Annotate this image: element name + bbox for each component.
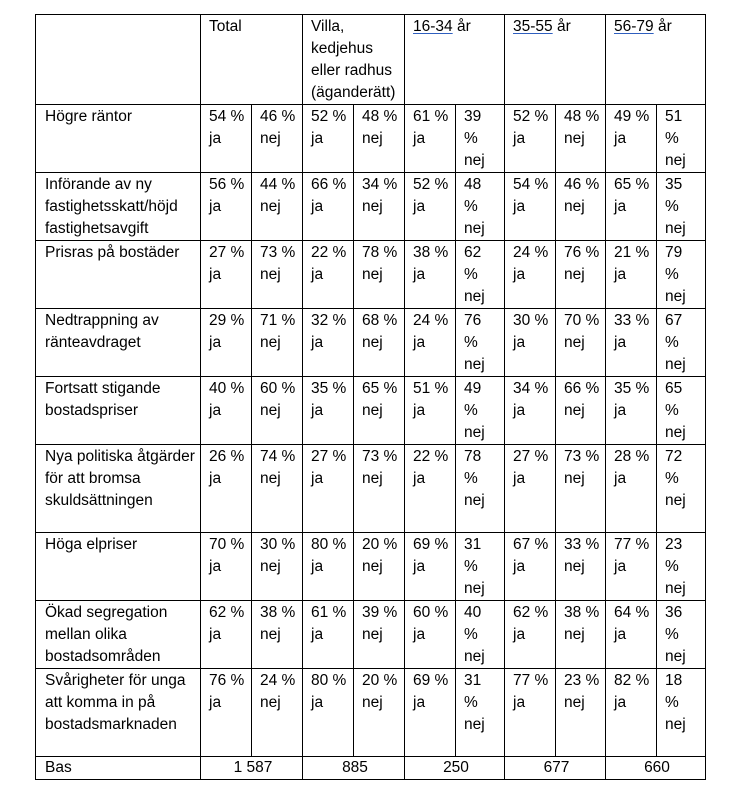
cell-no: 78 % nej <box>354 241 405 309</box>
cell-yes: 52 % ja <box>505 105 556 173</box>
header-row <box>36 15 706 105</box>
cell-no: 65 % nej <box>657 377 706 445</box>
cell-yes: 22 % ja <box>303 241 354 309</box>
cell-yes: 64 % ja <box>606 601 657 669</box>
cell-yes: 24 % ja <box>405 309 456 377</box>
cell-yes: 65 % ja <box>606 173 657 241</box>
cell-no: 34 % nej <box>354 173 405 241</box>
cell-yes: 28 % ja <box>606 445 657 533</box>
cell-no: 30 % nej <box>252 533 303 601</box>
cell-no: 23 % nej <box>657 533 706 601</box>
base-row <box>36 757 706 780</box>
cell-no: 35 % nej <box>657 173 706 241</box>
cell-yes: 24 % ja <box>505 241 556 309</box>
table-row <box>36 533 706 601</box>
cell-yes: 35 % ja <box>606 377 657 445</box>
cell-yes: 29 % ja <box>201 309 252 377</box>
cell-no: 72 % nej <box>657 445 706 533</box>
cell-yes: 51 % ja <box>405 377 456 445</box>
cell-yes: 70 % ja <box>201 533 252 601</box>
cell-no: 67 % nej <box>657 309 706 377</box>
cell-yes: 49 % ja <box>606 105 657 173</box>
cell-yes: 61 % ja <box>303 601 354 669</box>
group-header-age-56-79: 56-79 år <box>606 15 706 105</box>
cell-yes: 52 % ja <box>405 173 456 241</box>
cell-no: 46 % nej <box>252 105 303 173</box>
row-label: Nya politiska åtgärder för att bromsa skuldsättningen <box>36 445 201 533</box>
cell-no: 78 % nej <box>456 445 505 533</box>
base-value: 677 <box>505 757 606 780</box>
cell-no: 33 % nej <box>556 533 606 601</box>
group-header-total: Total <box>201 15 303 105</box>
table-row <box>36 601 706 669</box>
row-label: Ökad segregation mellan olika bostadsområden <box>36 601 201 669</box>
group-header-age-16-34: 16-34 år <box>405 15 505 105</box>
cell-yes: 32 % ja <box>303 309 354 377</box>
row-label: Nedtrappning av ränteavdraget <box>36 309 201 377</box>
cell-yes: 33 % ja <box>606 309 657 377</box>
cell-no: 51 % nej <box>657 105 706 173</box>
cell-yes: 40 % ja <box>201 377 252 445</box>
base-value: 660 <box>606 757 706 780</box>
cell-no: 73 % nej <box>252 241 303 309</box>
cell-no: 62 % nej <box>456 241 505 309</box>
cell-no: 48 % nej <box>354 105 405 173</box>
cell-no: 71 % nej <box>252 309 303 377</box>
corner-cell <box>36 15 201 105</box>
row-label: Högre räntor <box>36 105 201 173</box>
cell-yes: 77 % ja <box>505 669 556 757</box>
cell-no: 76 % nej <box>456 309 505 377</box>
age-link-56-79[interactable]: 56-79 <box>614 18 654 35</box>
cell-no: 65 % nej <box>354 377 405 445</box>
group-header-villa: Villa, kedjehus eller radhus (äganderätt) <box>303 15 405 105</box>
base-value: 1 587 <box>201 757 303 780</box>
cell-yes: 52 % ja <box>303 105 354 173</box>
cell-no: 38 % nej <box>556 601 606 669</box>
cell-no: 40 % nej <box>456 601 505 669</box>
cell-yes: 22 % ja <box>405 445 456 533</box>
group-header-age-35-55: 35-55 år <box>505 15 606 105</box>
cell-no: 76 % nej <box>556 241 606 309</box>
cell-yes: 35 % ja <box>303 377 354 445</box>
cell-no: 18 % nej <box>657 669 706 757</box>
cell-yes: 26 % ja <box>201 445 252 533</box>
cell-no: 44 % nej <box>252 173 303 241</box>
cell-yes: 54 % ja <box>505 173 556 241</box>
table-row <box>36 105 706 173</box>
cell-no: 31 % nej <box>456 533 505 601</box>
cell-no: 68 % nej <box>354 309 405 377</box>
age-link-35-55[interactable]: 35-55 <box>513 18 553 35</box>
cell-yes: 27 % ja <box>303 445 354 533</box>
row-label: Höga elpriser <box>36 533 201 601</box>
cell-yes: 76 % ja <box>201 669 252 757</box>
cell-yes: 21 % ja <box>606 241 657 309</box>
cell-no: 74 % nej <box>252 445 303 533</box>
cell-no: 39 % nej <box>354 601 405 669</box>
cell-yes: 61 % ja <box>405 105 456 173</box>
cell-no: 73 % nej <box>556 445 606 533</box>
row-label: Svårigheter för unga att komma in på bostadsmarknaden <box>36 669 201 757</box>
cell-no: 23 % nej <box>556 669 606 757</box>
cell-no: 31 % nej <box>456 669 505 757</box>
cell-yes: 30 % ja <box>505 309 556 377</box>
cell-no: 66 % nej <box>556 377 606 445</box>
cell-yes: 62 % ja <box>201 601 252 669</box>
base-value: 250 <box>405 757 505 780</box>
cell-yes: 56 % ja <box>201 173 252 241</box>
cell-no: 20 % nej <box>354 669 405 757</box>
cell-yes: 62 % ja <box>505 601 556 669</box>
table-row <box>36 445 706 533</box>
cell-no: 73 % nej <box>354 445 405 533</box>
table-row <box>36 669 706 757</box>
cell-yes: 67 % ja <box>505 533 556 601</box>
table-body <box>36 105 706 780</box>
cell-no: 39 % nej <box>456 105 505 173</box>
cell-no: 38 % nej <box>252 601 303 669</box>
survey-table <box>35 14 706 780</box>
cell-no: 36 % nej <box>657 601 706 669</box>
cell-no: 24 % nej <box>252 669 303 757</box>
table-row <box>36 173 706 241</box>
cell-yes: 82 % ja <box>606 669 657 757</box>
cell-yes: 66 % ja <box>303 173 354 241</box>
table-row <box>36 377 706 445</box>
cell-no: 48 % nej <box>456 173 505 241</box>
cell-yes: 38 % ja <box>405 241 456 309</box>
base-value: 885 <box>303 757 405 780</box>
cell-no: 48 % nej <box>556 105 606 173</box>
cell-yes: 27 % ja <box>505 445 556 533</box>
row-label: Fortsatt stigande bostadspriser <box>36 377 201 445</box>
row-label: Införande av ny fastighetsskatt/höjd fastighetsavgift <box>36 173 201 241</box>
age-link-16-34[interactable]: 16-34 <box>413 18 453 35</box>
row-label: Prisras på bostäder <box>36 241 201 309</box>
survey-table-page <box>35 14 706 780</box>
cell-yes: 54 % ja <box>201 105 252 173</box>
table-row <box>36 309 706 377</box>
cell-yes: 77 % ja <box>606 533 657 601</box>
cell-yes: 27 % ja <box>201 241 252 309</box>
cell-no: 49 % nej <box>456 377 505 445</box>
cell-no: 70 % nej <box>556 309 606 377</box>
cell-no: 46 % nej <box>556 173 606 241</box>
cell-yes: 80 % ja <box>303 669 354 757</box>
cell-yes: 69 % ja <box>405 669 456 757</box>
cell-yes: 60 % ja <box>405 601 456 669</box>
cell-yes: 34 % ja <box>505 377 556 445</box>
table-row <box>36 241 706 309</box>
cell-yes: 80 % ja <box>303 533 354 601</box>
cell-yes: 69 % ja <box>405 533 456 601</box>
cell-no: 60 % nej <box>252 377 303 445</box>
cell-no: 79 % nej <box>657 241 706 309</box>
cell-no: 20 % nej <box>354 533 405 601</box>
base-label: Bas <box>36 757 201 780</box>
